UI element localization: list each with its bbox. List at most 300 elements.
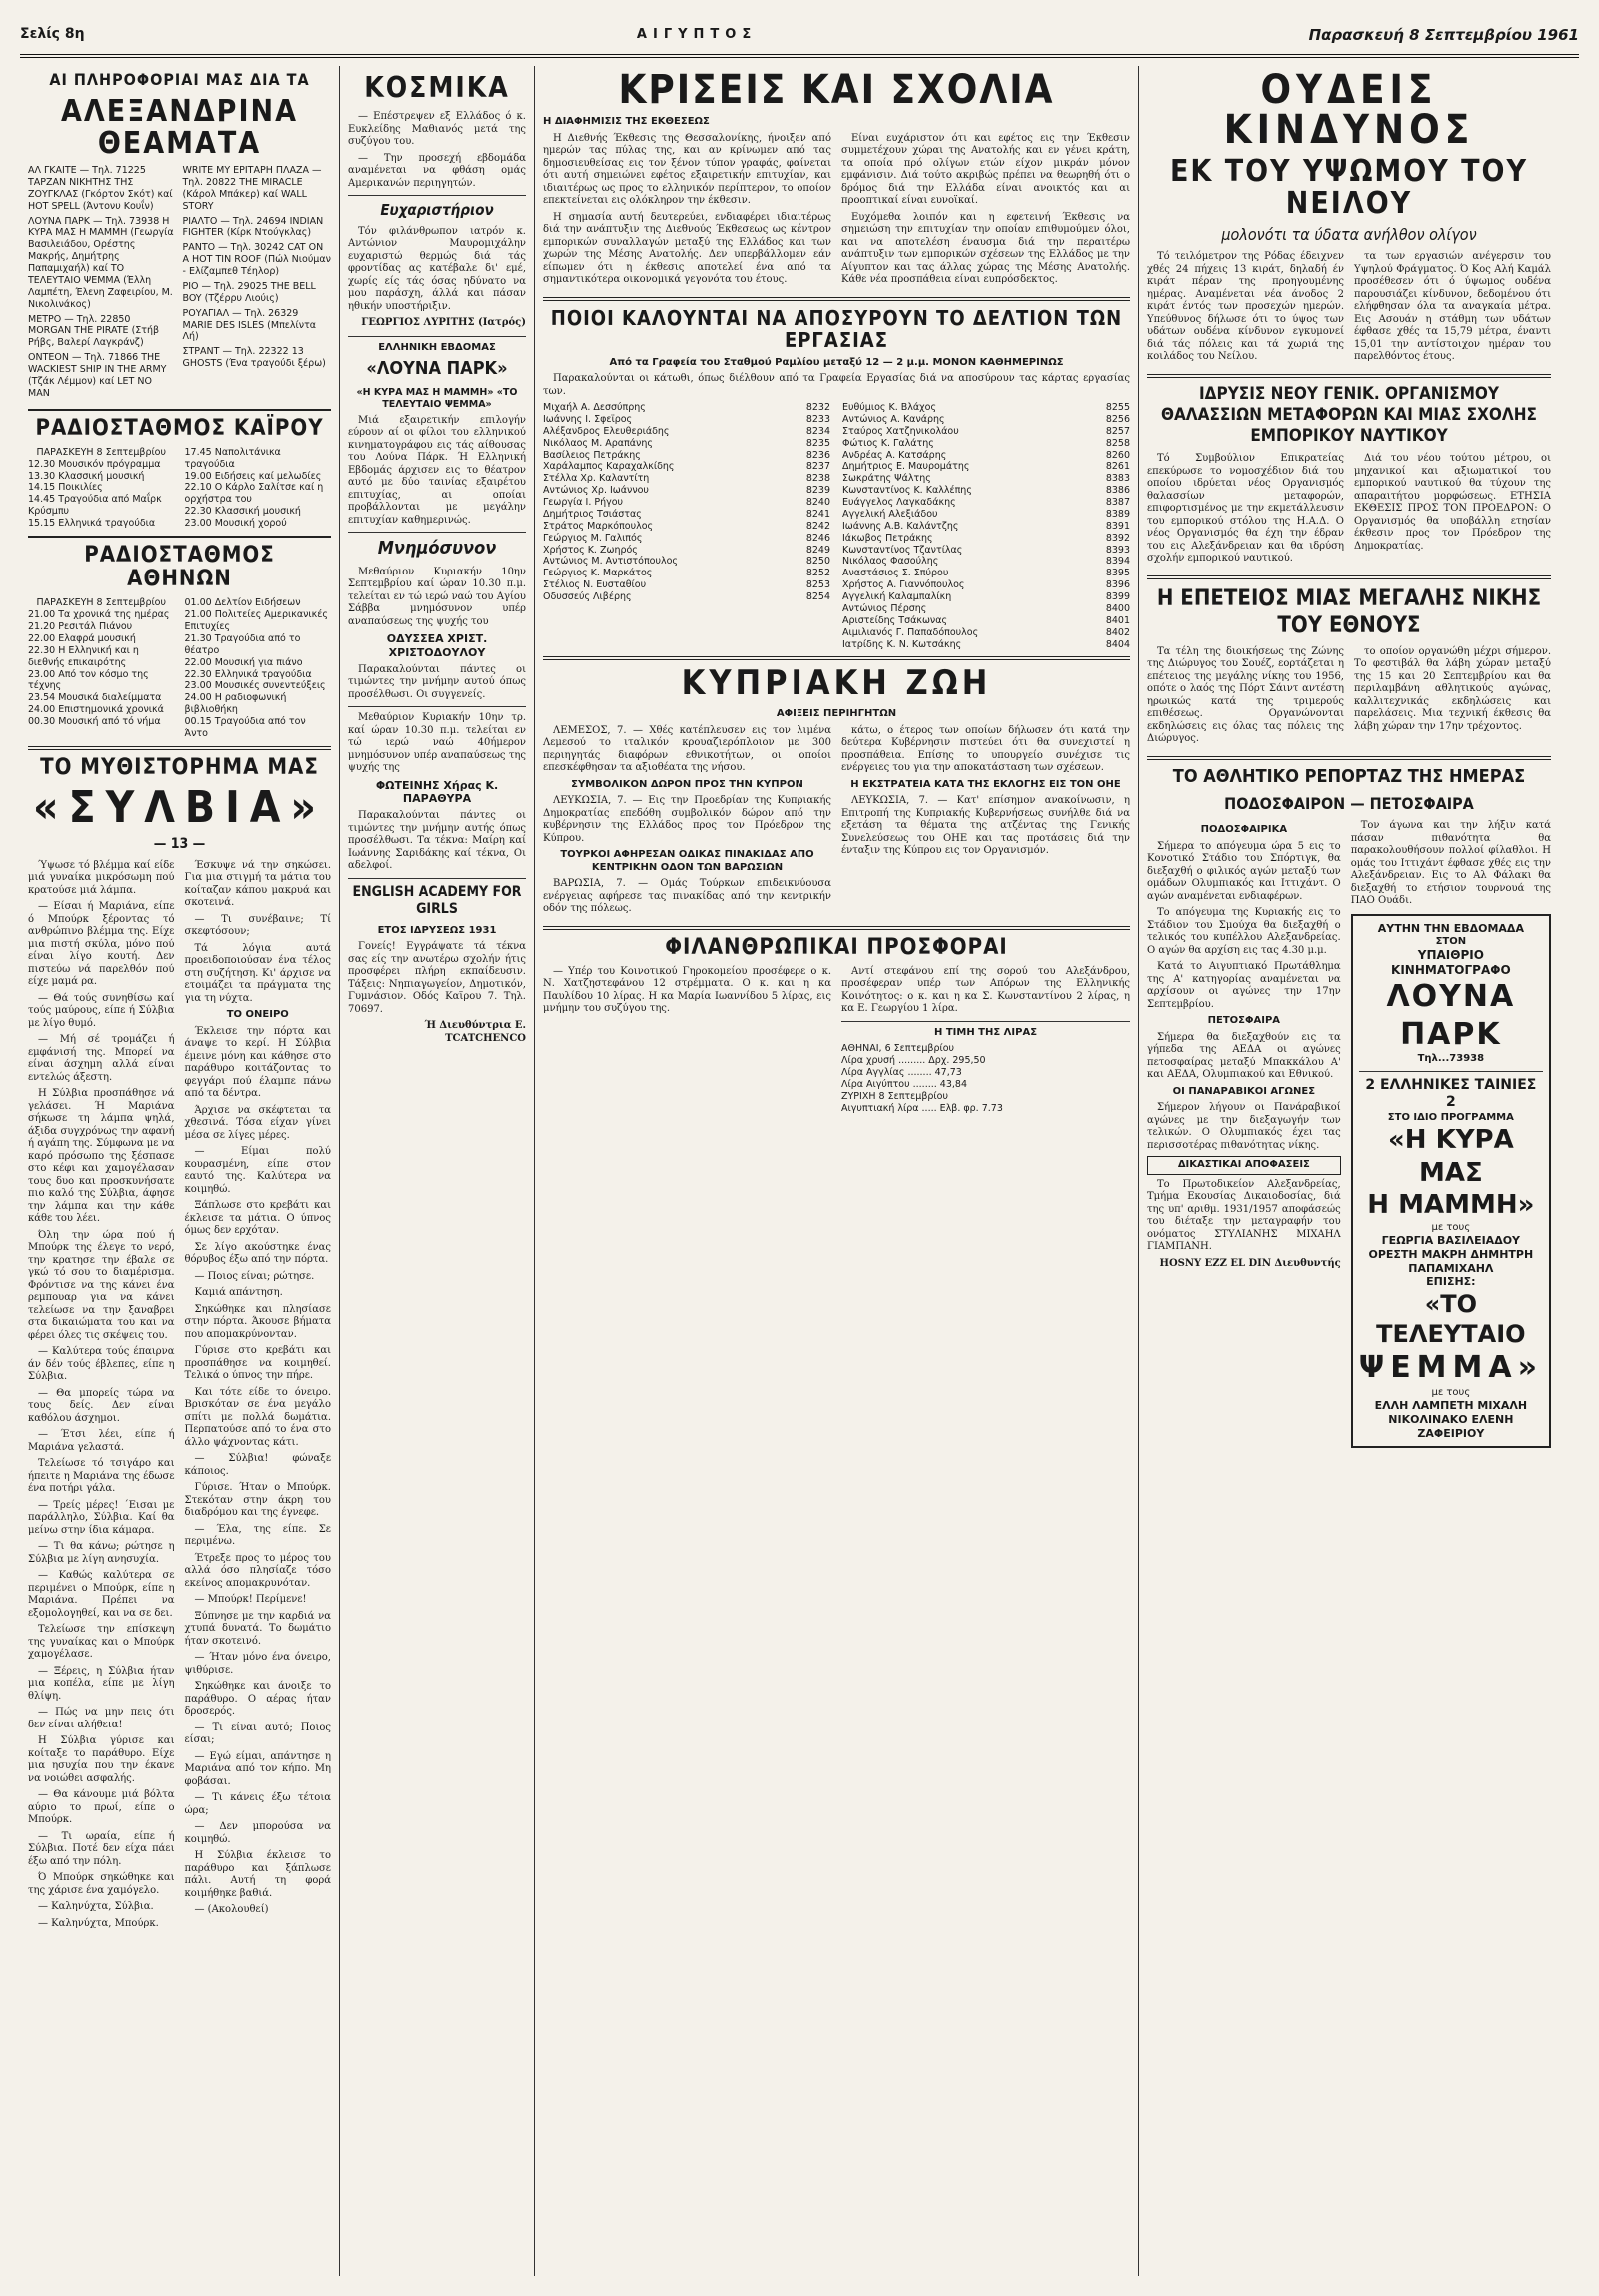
worker-row xyxy=(842,461,1130,473)
thanks-body: Τόν φιλάνθρωπον ιατρόν κ. Αντώνιον Μαυρομιχάλην ευχαριστώ θερμώς διά τάς φροντίδας ας κατέβαλε δι' εμέ, χωρίς είς τάς όσας ηδύνατο να μου παράσχη, άλλά και πάσαν ηθικήν υποστήριξιν. xyxy=(348,225,526,312)
ad-also: ΕΠΙΣΗΣ: xyxy=(1426,1275,1476,1289)
worker-number: 8396 xyxy=(1105,579,1130,591)
radio-date: ΠΑΡΑΣΚΕΥΗ 8 Σεπτεμβρίου xyxy=(36,597,166,609)
kosmika-title: ΚΟΣΜΙΚΑ xyxy=(364,71,510,104)
charity-title: ΦΙΛΑΝΘΡΩΠΙΚΑΙ ΠΡΟΣΦΟΡΑΙ xyxy=(665,934,1008,960)
novel-paragraph: — (Ακολουθεί) xyxy=(194,1904,269,1915)
worker-row xyxy=(543,568,830,579)
radio-slot: 21.30 Τραγούδια από το θέατρο xyxy=(184,632,301,656)
novel-paragraph: Άρχισε να σκέφτεται τα χθεσινά. Τόσα είχαν γίνει μέσα σε λίγες μέρες. xyxy=(184,1104,331,1141)
worker-number: 8240 xyxy=(805,497,830,508)
novel-paragraph: — Θα κάνουμε μιά βόλτα αύριο το πρωί, είπε ο Μπούρκ. xyxy=(28,1789,175,1825)
worker-number: 8255 xyxy=(1105,402,1130,413)
novel-paragraph: — Καληνύχτα, Μπούρκ. xyxy=(38,1917,159,1929)
issue-date: Παρασκευή 8 Σεπτεμβρίου 1961 xyxy=(1308,25,1579,44)
cyprus-paragraph: ΛΕΥΚΩΣΙΑ, 7. — Κατ' επίσημον ανακοίνωσιν, η Επιτροπή της Κυπριακής Κυβερνήσεως συνήλθε διά να εξετάση τα θέματα της ατζέντας της Γενικής Συνελεύσεως του ΟΗΕ και τας προτάσεις διά την ένταξιν της Κύπρου εις τον Οργανισμόν. xyxy=(841,795,1130,857)
greek-week-films: «Η ΚΥΡΑ ΜΑΣ Η ΜΑΜΜΗ» «ΤΟ ΤΕΛΕΥΤΑΙΟ ΨΕΜΜΑ» xyxy=(356,386,518,410)
worker-number: 8232 xyxy=(805,402,830,413)
column-2 xyxy=(340,66,535,2276)
worker-name: Στράτος Μαρκόπουλος xyxy=(543,520,654,532)
worker-row xyxy=(543,473,830,485)
novel-paragraph: — Μή σέ τρομάζει ή εμφάνισή της. Μπορεί να είναι άσχημη αλλά είναι εντελώς άξεστη. xyxy=(28,1034,175,1083)
worker-row xyxy=(842,497,1130,509)
workers-notice-sub: Από τα Γραφεία του Σταθμού Ραμλίου μεταξύ 12 — 2 μ.μ. ΜΟΝΟΝ ΚΑΘΗΜΕΡΙΝΩΣ xyxy=(609,356,1064,368)
deceased-name: ΦΩΤΕΙΝΗΣ Χήρας Κ. ΠΑΡΑΘΥΡΑ xyxy=(375,778,499,806)
cyprus-sub: ΑΦΙΞΕΙΣ ΠΕΡΙΗΓΗΤΩΝ xyxy=(776,708,897,720)
worker-row xyxy=(842,533,1130,545)
theatre-item: WRITE MY ΕΡΙΤΑΡΗ ΠΛΑΖΑ — Τηλ. 20822 THE MIRACLE (Κάρολ Μπάκερ) καί WALL STORY xyxy=(182,165,322,212)
radio-slot: 23.00 Μουσικές συνεντεύξεις xyxy=(184,680,326,692)
worker-name: Γεωργία Ι. Ρήγου xyxy=(543,497,624,508)
novel-paragraph: Όλη την ώρα πού ή Μπούρκ της έλεγε το νερό, την κρατησε την έβαλε σε γκώ τό σου το διαμέρισμα. Φρόντισε να της κάνει ένα ρεμπουαρ για να κάνει τελείωσε να την ξαναβρει στα δικαιώματα του και να φέρει όλες τις σκέψεις του. xyxy=(28,1229,175,1341)
worker-row xyxy=(543,591,830,603)
worker-number: 8235 xyxy=(805,437,830,449)
worker-number: 8250 xyxy=(805,556,830,568)
novel-paragraph: Η Σύλβια γύρισε και κοίταξε το παράθυρο. Είχε μια ησυχία που την έκανε να νοιώθει ασφαλής. xyxy=(28,1735,175,1784)
thanks-title: Ευχαριστήριον xyxy=(380,201,494,219)
radio-slot: 12.30 Μουσικόν πρόγραμμα xyxy=(28,458,161,470)
radio-slot: 22.10 Ο Κάρλο Σαλίτσε καί η ορχήστρα του xyxy=(184,482,324,506)
novel-paragraph: — Είσαι ή Μαριάνα, είπε ό Μπούρκ ξέροντας τό ανθρώπινο βλέμμα της. Είχε μια πιστή σκύλα, μόνο πού είναι λίγο κουτή. Δεν πιστεύω νά παρελθόν πού είχε μαμά ρα. xyxy=(28,901,175,987)
worker-name: Αιμιλιανός Γ. Παπαδόπουλος xyxy=(842,626,979,638)
worker-row xyxy=(842,521,1130,533)
football-heading: ΠΟΔΟΣΦΑΙΡΙΚΑ xyxy=(1200,824,1288,836)
deceased-name: ΟΔΥΣΣΕΑ ΧΡΙΣΤ. ΧΡΙΣΤΟΔΟΥΛΟΥ xyxy=(386,632,488,659)
sports-paragraph: Τον άγωνα και την λήξιν κατά πάσαν πιθανότητα θα παρακολουθήσουν πολλοί φίλαθλοι. Η ομάς του Ιττιχάντ έφθασε χθές εις την Αλεξάνδρειαν. Εις το Αλ Φάλακι θα διεξαχθή το ετήσιον τουρνουά της ΠΑΟ Ουάδι. xyxy=(1350,820,1551,907)
radio-cairo-schedule xyxy=(28,447,331,530)
theatre-list-right xyxy=(183,165,332,403)
novel-paragraph: — Καληνύχτα, Σύλβια. xyxy=(38,1901,154,1912)
theatre-item: ΡΙΑΛΤΟ — Τηλ. 24694 INDIAN FIGHTER (Κίρκ Ντούγκλας) xyxy=(182,215,324,239)
ad-phone: Τηλ...73938 xyxy=(1417,1053,1485,1064)
worker-row xyxy=(543,426,830,438)
worker-number: 8394 xyxy=(1105,556,1130,568)
novel-paragraph: — Τι κάνεις έξω τέτοια ώρα; xyxy=(184,1792,331,1816)
worker-row xyxy=(543,545,830,557)
nile-paragraph: Τό τειλόμετρον της Ρόδας έδειχνεν χθές 24 πήχεις 13 κιράτ, δηλαδή έν κιράτ πέραν της προηγουμένης ημέρας. Αναμένεται νέα άνοδος 2 κιράτ έντός των προσεχών ημερών. Υπεύθυνος δήλωσε ότι το ύψος των υδάτων ουδένα κίνδυνον εγκυμονεί διά τάς πόλεις και τά χωριά της κοιλάδος του Νείλου. xyxy=(1147,251,1344,362)
workers-notice-title: ΠΟΙΟΙ ΚΑΛΟΥΝΤΑΙ ΝΑ ΑΠΟΣΥΡΟΥΝ ΤΟ ΔΕΛΤΙΟΝ ΤΩΝ ΕΡΓΑΣΙΑΣ xyxy=(550,305,1123,352)
worker-row xyxy=(543,461,830,473)
worker-name: Ευθύμιος Κ. Βλάχος xyxy=(842,402,937,413)
cyprus-body xyxy=(543,725,1130,920)
novel-paragraph: — Ξέρεις, η Σύλβια ήταν μια κοπέλα, είπε με λίγη θλίψη. xyxy=(28,1665,175,1702)
radio-slot: 13.30 Κλασσική μουσική xyxy=(28,470,145,482)
novel-paragraph: Έτρεξε προς το μέρος του αλλά όσο πλησίαζε τόσο εκείνος απομακρυνόταν. xyxy=(184,1552,331,1589)
worker-number: 8383 xyxy=(1105,473,1130,485)
worker-name: Αλέξανδρος Ελευθεριάδης xyxy=(543,425,670,437)
worker-number: 8258 xyxy=(1105,437,1130,449)
worker-number: 8261 xyxy=(1105,461,1130,473)
memorial-tail: Παρακαλούνται πάντες οι τιμώντες την μνήμην αυτού όπως προσέλθωσι. Οι συγγενείς. xyxy=(348,663,526,700)
novel-paragraph: Γύρισε. Ήταν ο Μπούρκ. Στεκόταν στην άκρη του διαδρόμου και της έγνεφε. xyxy=(184,1482,331,1518)
radio-athens-schedule xyxy=(28,597,331,740)
page-number: Σελίς 8η xyxy=(20,26,85,43)
worker-name: Βασίλειος Πετράκης xyxy=(543,449,641,461)
radio-slot: 01.00 Δελτίον Ειδήσεων xyxy=(184,597,301,609)
kosmika-item: — Την προσεχή εβδομάδα αναμένεται να φθάση ομάς Αμερικανών περιηγητών. xyxy=(348,152,526,189)
charity-body xyxy=(543,966,1130,1115)
worker-name: Ιάκωβος Πετράκης xyxy=(842,532,933,544)
cyprus-paragraph: ΛΕΜΕΣΟΣ, 7. — Χθές κατέπλευσεν εις τον λιμένα Λεμεσού το ιταλικόν κρουαζιερόπλοιον με 300 περιηγητάς διαφόρων εθνικοτήτων, οι οποίοι επεσκέφθησαν τα αξιοθέατα της νήσου. xyxy=(543,724,831,774)
theatre-item: ΣΤΡΑΝΤ — Τηλ. 22322 13 GHOSTS (Ένα τραγούδι ξέρω) xyxy=(182,346,326,370)
novel-paragraph: — Ποιος είναι; ρώτησε. xyxy=(194,1270,315,1282)
worker-row xyxy=(842,591,1130,603)
sports-body xyxy=(1147,820,1551,1454)
worker-name: Ανδρέας Α. Κατσάρης xyxy=(842,449,947,461)
worker-number: 8401 xyxy=(1105,614,1130,626)
cyprus-subhead: ΤΟΥΡΚΟΙ ΑΦΗΡΕΣΑΝ ΟΔΙΚΑΣ ΠΙΝΑΚΙΔΑΣ ΑΠΟ ΚΕΝΤΡΙΚΗΝ ΟΔΟΝ ΤΩΝ ΒΑΡΩΣΙΩΝ xyxy=(560,849,814,873)
radio-slot: 21.00 Πολιτείες Αμερικανικές Επιτυχίες xyxy=(184,609,328,633)
worker-number: 8233 xyxy=(805,413,830,425)
column-1 xyxy=(20,66,340,2276)
memorial-body: Μεθαύριον Κυριακήν 10ην Σεπτεμβρίου καί ώραν 10.30 π.μ. τελείται εν τώ ιερώ ναώ του Αγίου Σάββα μνημόσυνον υπέρ αναπαύσεως της ψυχής του xyxy=(348,566,526,627)
worker-row xyxy=(543,497,830,509)
worker-name: Χρήστος Κ. Ζωηρός xyxy=(543,544,638,556)
radio-slot: 24.00 Επιστημονικά χρονικά xyxy=(28,704,164,716)
ad-with: με τους xyxy=(1431,1386,1471,1398)
worker-row xyxy=(543,556,830,568)
novel-left-column xyxy=(28,860,175,1935)
worker-name: Κωνσταντίνος Τζαντίλας xyxy=(842,544,963,556)
worker-number: 8387 xyxy=(1105,497,1130,508)
worker-row xyxy=(842,402,1130,414)
cinema-advert xyxy=(1351,914,1551,1449)
novel-paragraph: — Τι είναι αυτό; Ποιος είσαι; xyxy=(184,1722,331,1745)
worker-name: Γεώργιος Μ. Γαλιπός xyxy=(543,532,643,544)
memorial-title: Μνημόσυνον xyxy=(377,538,497,559)
novel-chapter-number: — 13 — xyxy=(153,836,206,852)
ad-film-2: «ΤΟ ΤΕΛΕΥΤΑΙΟ xyxy=(1376,1290,1526,1348)
kriseis-body xyxy=(543,133,1130,291)
worker-number: 8389 xyxy=(1105,508,1130,520)
novel-paragraph: — Τι συνέβαινε; Τί σκεφτόσουν; xyxy=(184,913,331,937)
radio-slot: 22.00 Μουσική για πιάνο xyxy=(184,656,303,668)
worker-row xyxy=(842,639,1130,651)
kriseis-title: ΚΡΙΣΕΙΣ ΚΑΙ ΣΧΟΛΙΑ xyxy=(618,67,1055,113)
worker-number: 8400 xyxy=(1105,602,1130,614)
worker-number: 8257 xyxy=(1105,425,1130,437)
sports-paragraph: Το Πρωτοδικείον Αλεξανδρείας, Τμήμα Εκουσίας Δικαιοδοσίας, διά της υπ' αριθμ. 1931/1957 αποφάσεώς του διέταξε την μεταγραφήν του ονόματος ΣΤΥΛΙΑΝΗΣ ΜΙΧΑΗΛ ΓΙΑΜΠΑΝΗ. xyxy=(1147,1178,1341,1253)
ad-with: με τους xyxy=(1431,1221,1471,1233)
novel-paragraph: — Καλύτερα τούς έπαιρνα άν δέν τούς έβλεπες, είπε η Σύλβια. xyxy=(28,1346,175,1382)
theatre-item: ΛΟΥΝΑ ΠΑΡΚ — Τηλ. 73938 Η ΚΥΡΑ ΜΑΣ Η ΜΑΜΜΗ (Γεωργία Βασιλειάδου, Ορέστης Μακρής, Δημήτρης Παπαμιχαήλ) καί ΤΟ ΤΕΛΕΥΤΑΙΟ ΨΕΜΜΑ (Έλλη Λαμπέτη, Έλενη Ζαφειρίου, Μ. Νικολινάκος) xyxy=(28,215,174,310)
novel-paragraph: — Έλα, της είπε. Σε περιμένω. xyxy=(184,1523,331,1547)
ad-line: ΣΤΟΝ xyxy=(1435,935,1467,947)
novel-paragraph: — Σύλβια! φώναξε κάποιος. xyxy=(184,1453,331,1477)
greek-week-body: Μιά εξαιρετικήν επιλογήν εύρουν αί οι φίλοι του ελληνικού κινηματογράφου εις τάς αίθουσας του Λούνα Πάρκ. Ή Ελληνική Εβδομάς άρχισεν εις το θέατρον αυτό με δύο ταινίας εξαιρέτου επιτυχίας, αι οποίαι προβάλλονται με μεγάλην επιτυχίαν καθημερινώς. xyxy=(348,414,526,526)
ad-line: ΥΠΑΙΘΡΙΟ ΚΙΝΗΜΑΤΟΓΡΑΦΟ xyxy=(1391,948,1511,977)
radio-date: ΠΑΡΑΣΚΕΥΗ 8 Σεπτεμβρίου xyxy=(36,446,166,458)
sports-paragraph: Το απόγευμα της Κυριακής εις το Στάδιον του Σμούχα θα διεξαχθή ο τελικός του κυπέλλου Αλεξανδρείας. Ο αγών θα αρχίση εις τας 4.30 μ.μ. xyxy=(1147,907,1341,956)
nile-subtitle: μολονότι τα ύδατα ανήλθον ολίγον xyxy=(1221,225,1477,244)
cyprus-title: ΚΥΠΡΙΑΚΗ ΖΩΗ xyxy=(681,663,992,704)
sports-subhead: ΠΕΤΟΣΦΑΙΡΑ xyxy=(1207,1015,1281,1027)
worker-row xyxy=(842,579,1130,591)
gold-price-line: Λίρα Αιγύπτου ........ 43,84 xyxy=(841,1078,968,1090)
worker-row xyxy=(543,402,830,414)
court-decisions-heading: ΔΙΚΑΣΤΙΚΑΙ ΑΠΟΦΑΣΕΙΣ xyxy=(1147,1156,1341,1175)
anniversary-title: Η ΕΠΕΤΕΙΟΣ ΜΙΑΣ ΜΕΓΑΛΗΣ ΝΙΚΗΣ ΤΟΥ ΕΘΝΟΥΣ xyxy=(1156,585,1542,639)
worker-row xyxy=(842,473,1130,485)
worker-name: Αντώνιος Μ. Αντιστόπουλος xyxy=(543,556,678,568)
worker-row xyxy=(842,545,1130,557)
worker-name: Χρήστος Α. Γιαννόπουλος xyxy=(842,579,965,591)
worker-name: Αντώνιος Α. Κανάρης xyxy=(842,413,945,425)
worker-number: 8402 xyxy=(1105,626,1130,638)
radio-slot: 17.45 Ναπολιτάνικα τραγούδια xyxy=(184,446,281,470)
worker-name: Κωνσταντίνος Κ. Καλλέπης xyxy=(842,485,972,497)
worker-number: 8399 xyxy=(1105,591,1130,602)
novel-paragraph: — Θά τούς συνηθίσω καί τούς μαύρους, είπε ή Σύλβια με λίγο θυμό. xyxy=(28,992,175,1029)
memorial-tail: Παρακαλούνται πάντες οι τιμώντες την μνήμην αυτής όπως προσέλθωσι. Τα τέκνα: Μαίρη καί Ιωάννης Σαριδάκης καί τέκνα, Οι αδελφοί. xyxy=(348,810,526,871)
worker-name: Αναστάσιος Σ. Σπύρου xyxy=(842,568,949,579)
radio-cairo-title: ΡΑΔΙΟΣΤΑΘΜΟΣ ΚΑΪΡΟΥ xyxy=(35,415,324,441)
worker-name: Δημήτριος Ε. Μαυρομάτης xyxy=(842,461,970,473)
worker-row xyxy=(543,485,830,497)
novel-paragraph: Σηκώθηκε και πλησίασε στην πόρτα. Άκουσε βήματα που απομακρύνονταν. xyxy=(184,1303,331,1340)
column-5 xyxy=(1139,66,1559,2276)
worker-number: 8256 xyxy=(1105,413,1130,425)
cyprus-paragraph: κάτω, ο έτερος των οποίων δήλωσεν ότι κατά την δεύτερα Κυβέρνησιν πιστεύει ότι θα συνεχιστεί η προσπάθεια. Επίσης το υπουργείο συνέχισε τις ενέργειες του για την αποκατάσταση των σχέσεων. xyxy=(841,724,1130,774)
radio-slot: 24.00 Η ραδιοφωνική βιβλιοθήκη xyxy=(184,692,287,716)
worker-number: 8234 xyxy=(805,425,830,437)
novel-paragraph: Γύρισε στο κρεβάτι και προσπάθησε να κοιμηθεί. Τελικά ο ύπνος την πήρε. xyxy=(184,1345,331,1381)
sports-paragraph: Σήμερα το απόγευμα ώρα 5 εις το Κονοτικό Στάδιο του Σπόρτιγκ, θα διεξαχθή ο φιλικός αγών μεταξύ των ομάδων Ολυμπιακός και Ιττιχάντ. Ο αγών αναμένεται ενδιαφέρων. xyxy=(1147,840,1341,902)
worker-row xyxy=(842,556,1130,568)
worker-name: Γεώργιος Κ. Μαρκάτος xyxy=(543,568,653,579)
worker-name: Αντώνιος Πέρσης xyxy=(842,602,927,614)
kriseis-paragraph: Η σημασία αυτή δευτερεύει, ενδιαφέρει ιδιαιτέρως διά την ανάπτυξιν της Διεθνούς Έκθεσεως ως κέντρον εμπορικών συναλλαγών μεταξύ της Ελλάδος και των χωρών της Μέσης Ανατολής. Δεν υπερβάλλομεν εάν είπωμεν ότι η έκθεσις αποτελεί ένα από τα σημαντικότερα οικονομικά γεγονότα του έτους. xyxy=(543,211,831,285)
theatre-item: ΡΙΟ — Τηλ. 29025 THE BELL BOY (Τζέρρυ Λιούις) xyxy=(182,280,316,304)
novel-paragraph: Έκλεισε την πόρτα και άναψε το κερί. Η Σύλβια έμεινε μόνη και κάθησε στο παράθυρο κοιτάζοντας το φεγγάρι πού έλαμπε πάνω από τα δέντρα. xyxy=(184,1025,331,1099)
worker-row xyxy=(543,579,830,591)
worker-row xyxy=(543,509,830,521)
worker-name: Αριστείδης Τσάκωνας xyxy=(842,614,948,626)
sports-title: ΤΟ ΑΘΛΗΤΙΚΟ ΡΕΠΟΡΤΑΖ ΤΗΣ ΗΜΕΡΑΣ xyxy=(1172,765,1526,787)
novel-paragraph: Ξύπνησε με την καρδιά να χτυπά δυνατά. Το δωμάτιο ήταν σκοτεινό. xyxy=(184,1610,331,1647)
novel-paragraph: Τελείωσε την επίσκεψη της γυναίκας και ο Μπούρκ χαμογέλασε. xyxy=(28,1624,175,1660)
radio-slot: 00.15 Τραγούδια από τον Άντο xyxy=(184,716,306,739)
worker-row xyxy=(842,485,1130,497)
worker-number: 8254 xyxy=(805,591,830,602)
novel-paragraph: — Τι θα κάνω; ρώτησε η Σύλβια με λίγη ανησυχία. xyxy=(28,1541,175,1565)
worker-row xyxy=(842,627,1130,639)
workers-list xyxy=(543,402,1130,650)
worker-name: Οδυσσεύς Λιβέρης xyxy=(543,591,632,602)
novel-paragraph: — Τρείς μέρες! ΄Εισαι με παράλληλο, Σύλβια. Καί θα μείνω στην ίδια κάμαρα. xyxy=(28,1499,175,1536)
novel-paragraph: Τά λόγια αυτά προειδοποιούσαν ένα τέλος στη συζήτηση. Κι' άρχισε να ετοιμάζει τα πράγματα της για τη νύχτα. xyxy=(184,942,331,1004)
cyprus-paragraph: ΛΕΥΚΩΣΙΑ, 7. — Εις την Προεδρίαν της Κυπριακής Δημοκρατίας επεδόθη συμβολικόν δώρον από την κυβέρνησιν της Ελλάδος προς τον Πρόεδρον της Κύπρου. xyxy=(543,795,831,844)
worker-row xyxy=(842,568,1130,579)
ad-film-2b: ΨΕΜΜΑ» xyxy=(1358,1350,1543,1385)
worker-number: 8241 xyxy=(805,508,830,520)
ad-cast-1: ΓΕΩΡΓΙΑ ΒΑΣΙΛΕΙΑΔΟΥ ΟΡΕΣΤΗ ΜΑΚΡΗ ΔΗΜΗΤΡΗ ΠΑΠΑΜΙΧΑΗΛ xyxy=(1368,1234,1534,1275)
kriseis-paragraph: Ευχόμεθα λοιπόν και η εφετεινή Έκθεσις να σημειώση την επιτυχίαν την οποίαν επιθυμούμεν όλοι, και να αποτελέση έναυσμα διά την περαιτέρω ανάπτυξιν των εμπορικών σχέσεων της Ελλάδος με την Αίγυπτον και τας άλλας χώρας της Μέσης Ανατολής. Κάθε νέα προσπάθεια είναι ευπρόσδεκτος. xyxy=(841,211,1130,285)
nile-title: ΟΥΔΕΙΣ ΚΙΝΔΥΝΟΣ xyxy=(1223,67,1475,153)
radio-slot: 22.00 Ελαφρά μουσική xyxy=(28,632,136,644)
theatres-title-top: ΑΙ ΠΛΗΡΟΦΟΡΙΑΙ ΜΑΣ ΔΙΑ ΤΑ xyxy=(49,70,310,89)
anniversary-paragraph: το οποίον οργανώθη μέχρι σήμερον. Το φεστιβάλ θα λάβη χώραν μεταξύ της 15 και 20 Σεπτεμβρίου και θα περιλαμβάνη αθλητικούς αγώνας, καλλιτεχνικάς εκδηλώσεις και παρελάσεις. Μια τεχνική έκθεσις θα λάβη χώραν την 17ην τρέχοντος. xyxy=(1354,645,1551,732)
radio-slot: 21.00 Τα χρονικά της ημέρας xyxy=(28,609,170,621)
novel-paragraph: — Εγώ είμαι, απάντησε η Μαριάνα από τον κήπο. Μη φοβάσαι. xyxy=(184,1750,331,1787)
worker-name: Αγγελική Αλεξιάδου xyxy=(842,508,938,520)
radio-slot: 22.30 Ελληνικά τραγούδια xyxy=(184,668,312,680)
sports-paragraph: Κατά το Αιγυπτιακό Πρωτάθλημα της Α' κατηγορίας αναμένεται να αρχίσουν οι αγώνες την 17ην Σεπτεμβρίου. xyxy=(1147,961,1341,1010)
kriseis-paragraph: Είναι ευχάριστον ότι και εφέτος εις την Έκθεσιν συμμετέχουν χώραι της Ανατολής και εν γένει κράτη, τα οποία πρό ολίγων ετών είχον μικράν μόνον εμφάνισιν. Διά τούτο ακριβώς πρέπει να θεωρηθή ότι ο δρόμος διά την Ελλάδα είναι ανοικτός και αι προοπτικαί είναι ευνοϊκαί. xyxy=(841,132,1130,206)
worker-row xyxy=(842,426,1130,438)
novel-right-column xyxy=(185,860,332,1935)
worker-name: Στέλιος Ν. Ευσταθίου xyxy=(543,579,647,591)
worker-name: Ιωάννης Α.Β. Καλάντζης xyxy=(842,520,959,532)
sports-subtitle: ΠΟΔΟΣΦΑΙΡΟΝ — ΠΕΤΟΣΦΑΙΡΑ xyxy=(1224,794,1474,814)
workers-list-right xyxy=(842,402,1130,650)
cyprus-subhead: ΣΥΜΒΟΛΙΚΟΝ ΔΩΡΟΝ ΠΡΟΣ ΤΗΝ ΚΥΠΡΟΝ xyxy=(571,778,803,790)
gold-price-line: ΑΘΗΝΑΙ, 6 Σεπτεμβρίου xyxy=(841,1043,955,1055)
theatre-list-left xyxy=(28,165,177,403)
radio-slot: 14.45 Τραγούδια από Μαΐρκ Κρύσμπυ xyxy=(28,494,162,518)
radio-athens-title: ΡΑΔΙΟΣΤΑΘΜΟΣ ΑΘΗΝΩΝ xyxy=(84,542,275,592)
organisation-paragraph: Τό Συμβούλιον Επικρατείας επεκύρωσε το νομοσχέδιον διά του οποίου ιδρύεται νέος Οργανισμός θαλασσίων μεταφορών, επιφορτισμένος με την εκμετάλλευσιν του εμπορικού στόλου της Η.Α.Δ. Ο νέος Οργανισμός θα έχη την έδραν του εις Αλεξάνδρειαν και θα ιδρύση σχολήν εμπορικού ναυτικού. xyxy=(1147,453,1344,565)
novel-paragraph: — Τι ωραία, είπε ή Σύλβια. Ποτέ δεν είχα πάει έξω από την πόλη. xyxy=(28,1830,175,1867)
radio-slot: 23.00 Από τον κόσμο της τέχνης xyxy=(28,668,149,692)
organisation-body xyxy=(1147,453,1551,570)
worker-name: Αγγελική Καλαμπαλίκη xyxy=(842,591,952,602)
gold-price-title: Η ΤΙΜΗ ΤΗΣ ΛΙΡΑΣ xyxy=(933,1026,1038,1038)
novel-paragraph: — Μπούρκ! Περίμενε! xyxy=(194,1594,307,1605)
sports-paragraph: Σήμερον λήγουν οι Πανάραβικοί αγώνες με την διεξαγωγήν των τελικών. Ο Ολυμπιακός έχει τας περισσοτέρας πιθανότητας νίκης. xyxy=(1147,1102,1341,1151)
worker-row xyxy=(842,438,1130,450)
worker-number: 8238 xyxy=(805,473,830,485)
gold-price-line: Αιγυπτιακή λίρα ..... Ελβ. φρ. 7.73 xyxy=(841,1102,1003,1114)
column-3-4 xyxy=(535,66,1139,2276)
novel-paragraph: Έσκυψε νά την σηκώσει. Για μια στιγμή τα μάτια του κοίταζαν κάπου μακρυά και σκοτεινά. xyxy=(184,859,331,908)
theatre-item: ΟΝΤΕΟΝ — Τηλ. 71866 THE WACKIEST SHIP IN THE ARMY (Τζάκ Λέμμον) καί LET NO MAN xyxy=(28,352,167,399)
radio-slot: 00.30 Μουσική από τό νήμα xyxy=(28,716,161,728)
worker-name: Ιωάννης Ι. Σφεϊρος xyxy=(543,413,633,425)
organisation-paragraph: Διά του νέου τούτου μέτρου, οι μηχανικοί και αξιωματικοί του εμπορικού ναυτικού θα τύχουν της απαραιτήτου μορφώσεως. ΕΤΗΣΙΑ ΕΚΘΕΣΙΣ ΠΡΟΣ ΤΟΝ ΠΡΟΕΔΡΟΝ: Ο Οργανισμός θα υποβάλλη ετησίαν έκθεσιν προς τον Πρόεδρον της Δημοκρατίας. xyxy=(1354,453,1551,552)
worker-number: 8391 xyxy=(1105,520,1130,532)
anniversary-paragraph: Τα τέλη της διοικήσεως της Ζώνης της Διώρυγος του Σουέζ, εορτάζεται η επέτειος της μεγάλης νίκης του 1956, οπότε ο λαός της Πόρτ Σάιντ αντέστη ηρωικώς κατά της τριμερούς επιθέσεως. Οργανώνονται εκδηλώσεις εις όλας τας πόλεις της Διώρυγος. xyxy=(1147,645,1344,745)
ad-film-1: «Η ΚΥΡΑ ΜΑΣ xyxy=(1387,1125,1514,1188)
worker-name: Νικόλαος Μ. Αραπάνης xyxy=(543,437,653,449)
novel-paragraph: — Έτσι λέει, είπε ή Μαριάνα γελαστά. xyxy=(28,1429,175,1453)
organisation-title: ΙΔΡΥΣΙΣ ΝΕΟΥ ΓΕΝΙΚ. ΟΡΓΑΝΙΣΜΟΥ ΘΑΛΑΣΣΙΩΝ ΜΕΤΑΦΟΡΩΝ ΚΑΙ ΜΙΑΣ ΣΧΟΛΗΣ ΕΜΠΟΡΙΚΟΥ ΝΑΥΤΙΚΟΥ xyxy=(1160,383,1538,446)
worker-number: 8237 xyxy=(805,461,830,473)
novel-paragraph: — Δεν μπορούσα να κοιμηθώ. xyxy=(184,1821,331,1845)
school-ad-founded: ΕΤΟΣ ΙΔΡΥΣΕΩΣ 1931 xyxy=(377,924,497,936)
ad-two-films: 2 ΕΛΛΗΝΙΚΕΣ ΤΑΙΝΙΕΣ 2 xyxy=(1365,1076,1537,1110)
worker-number: 8260 xyxy=(1105,449,1130,461)
nile-paragraph: τα των εργασιών ανέγερσιν του Υψηλού Φράγματος. Ό Κος Αλή Καμάλ προσέθεσεν ότι ό ύψωμος ουδένα παρουσιάζει κίνδυνον, δεδομένου ότι ελήφθησαν όλα τα αναγκαία μέτρα. Εις Ασουάν η στάθμη των υδάτων έφθασε χθές τα 15,79 μέτρα, έναντι 15,01 την αντίστοιχον ημέραν του παρελθόντος έτους. xyxy=(1354,251,1551,362)
cyprus-subhead: Η ΕΚΣΤΡΑΤΕΙΑ ΚΑΤΑ ΤΗΣ ΕΚΛΟΓΗΣ ΕΙΣ ΤΟΝ ΟΗΕ xyxy=(850,778,1121,790)
thanks-signature: ΓΕΩΡΓΙΟΣ ΛΥΡΙΤΗΣ (Ιατρός) xyxy=(361,317,526,329)
worker-name: Νικόλαος Φασούλης xyxy=(842,556,939,568)
worker-name: Δημήτριος Τσιάστας xyxy=(543,508,642,520)
masthead xyxy=(20,16,1579,58)
gold-price-line: ΖΥΡΙΧΗ 8 Σεπτεμβρίου xyxy=(841,1090,948,1102)
anniversary-body xyxy=(1147,646,1551,750)
novel-paragraph: — Θα μπορείς τώρα να τους δείς. Δεν είναι καθόλου άσχημοι. xyxy=(28,1387,175,1424)
worker-number: 8236 xyxy=(805,449,830,461)
sports-subhead: ΟΙ ΠΑΝΑΡΑΒΙΚΟΙ ΑΓΩΝΕΣ xyxy=(1172,1085,1316,1097)
novel-paragraph: Τελείωσε τό τσιγάρο και ήπειτε η Μαριάνα της έδωσε ένα ποτήρι γάλα. xyxy=(28,1458,175,1494)
novel-paragraph: Ό Μπούρκ σηκώθηκε και της χάρισε ένα χαμόγελο. xyxy=(28,1872,175,1896)
novel-paragraph: Η Σύλβια προσπάθησε νά γελάσει. Ή Μαριάνα σήκωσε τη λάμπα ψηλά, άξιδα συγχρόνως την αφανή ή αγάπη της. Σύμφωνα με να καρό πρόσωπο της ξέσπασε στο κέφι και χαμογέλασαν τους δυο και προσκυνήσατε πιο καλό της Σύλβια, άφησε την λάμπα και την κάθε κάθε του λέει. xyxy=(28,1088,175,1224)
radio-slot: 19.00 Ειδήσεις καί μελωδίες xyxy=(184,470,322,482)
worker-row xyxy=(543,521,830,533)
radio-slot: 23.00 Μουσική χορού xyxy=(184,518,287,530)
theatres-title: ΑΛΕΞΑΝΔΡΙΝΑ ΘΕΑΜΑΤΑ xyxy=(61,94,298,161)
novel-paragraph: Η Σύλβια έκλεισε το παράθυρο και ξάπλωσε πάλι. Αυτή τη φορά κοιμήθηκε βαθιά. xyxy=(184,1850,331,1899)
school-ad-signature: Ή Διευθύντρια Ε. TCATCHENCO xyxy=(424,1020,526,1044)
radio-slot: 22.30 Κλασσική μουσική xyxy=(184,506,301,518)
worker-name: Στέλλα Χρ. Καλαντίτη xyxy=(543,473,650,485)
kosmika-item: — Επέστρεψεν εξ Ελλάδος ό κ. Ευκλείδης Μαθιανός μετά της συζύγου του. xyxy=(348,111,526,147)
worker-name: Χαράλαμπος Καραχαλκίδης xyxy=(543,461,675,473)
ad-line: ΣΤΟ ΙΔΙΟ ΠΡΟΓΡΑΜΜΑ xyxy=(1387,1111,1514,1123)
worker-number: 8393 xyxy=(1105,544,1130,556)
worker-row xyxy=(543,438,830,450)
workers-list-left xyxy=(543,402,830,650)
worker-row xyxy=(543,533,830,545)
workers-notice-intro: Παρακαλούνται οι κάτωθι, όπως διέλθουν από τα Γραφεία Εργασίας διά να αποσύρουν τας κάρτας εργασίας των. xyxy=(543,373,1130,397)
radio-slot: 15.15 Ελληνικά τραγούδια xyxy=(28,518,156,530)
nile-body xyxy=(1147,251,1551,368)
theatre-item: ΡΑΝΤΟ — Τηλ. 30242 CAT ON A HOT TIN ROOF (Πώλ Νιούμαν - Ελίζαμπεθ Τέηλορ) xyxy=(182,242,331,277)
cyprus-paragraph: ΒΑΡΩΣΙΑ, 7. — Ομάς Τούρκων επιδεικνύουσα ενέργειας αφήρεσε τας πινακίδας από την κεντρικήν οδόν της πόλεως. xyxy=(543,878,831,915)
school-ad-body: Γονείς! Εγγράψατε τά τέκνα σας είς την ανωτέρω σχολήν ήτις προσφέρει πλήρη εκπαίδευσιν. Τάξεις: Νηπιαγωγείον, Δημοτικόν, Γυμνάσιον. Οδός Καϊρου 7. Τηλ. 70697. xyxy=(348,941,526,1015)
worker-number: 8392 xyxy=(1105,532,1130,544)
novel-paragraph: — Καθώς καλύτερα σε περιμένει ο Μπούρκ, είπε η Μαριάνα. Πρέπει να εξομολογηθεί, και να σε δει. xyxy=(28,1570,175,1619)
radio-slot: 21.20 Ρεσιτάλ Πιάνου xyxy=(28,621,133,633)
radio-slot: 23.54 Μουσικά διαλείμματα xyxy=(28,692,162,704)
columns xyxy=(20,66,1579,2276)
worker-number: 8249 xyxy=(805,544,830,556)
worker-number: 8239 xyxy=(805,485,830,497)
worker-name: Μιχαήλ Α. Δεσσύπρης xyxy=(543,402,646,413)
worker-name: Σωκράτης Ψάλτης xyxy=(842,473,931,485)
nile-title-2: ΕΚ ΤΟΥ ΥΨΩΜΟΥ ΤΟΥ ΝΕΙΛΟΥ xyxy=(1169,154,1529,221)
worker-number: 8253 xyxy=(805,579,830,591)
novel-title: «ΣΥΛΒΙΑ» xyxy=(33,782,326,833)
memorial-body: Μεθαύριον Κυριακήν 10ην τρ. καί ώραν 10.30 π.μ. τελείται εν τώ ιερώ ναώ 40ήμερον μνημόσυνον υπέρ αναπαύσεως της ψυχής της xyxy=(348,712,526,773)
sports-paragraph: Σήμερα θα διεξαχθούν εις τα γήπεδα της ΑΕΔΑ οι αγώνες πετοσφαίρας μεταξύ Μπακκάλου Α' και ΑΕΔΑ, Ολυμπιακού και Εθνικού. xyxy=(1147,1031,1341,1081)
charity-paragraph: Αντί στεφάνου επί της σορού του Αλεξάνδρου, προσέφεραν υπέρ των Απόρων της Ελληνικής Κοινότητος: ο κ. και η κα Σ. Κωνσταντίνου 2 λίρας, η κα Ε. Γεωργίου 1 λίρα. xyxy=(841,965,1130,1015)
gold-price-line: Λίρα χρυσή ......... Δρχ. 295,50 xyxy=(841,1055,986,1067)
worker-number: 8395 xyxy=(1105,568,1130,579)
novel-paragraph: — Ήταν μόνο ένα όνειρο, ψιθύρισε. xyxy=(184,1652,331,1676)
ad-film-1b: Η ΜΑΜΜΗ» xyxy=(1367,1190,1535,1220)
worker-number: 8386 xyxy=(1105,485,1130,497)
school-ad-title: ENGLISH ACADEMY FOR GIRLS xyxy=(352,883,522,917)
worker-name: Φώτιος Κ. Γαλάτης xyxy=(842,437,934,449)
worker-row xyxy=(842,509,1130,521)
worker-number: 8404 xyxy=(1105,638,1130,650)
kriseis-paragraph: Η Διεθνής Έκθεσις της Θεσσαλονίκης, ήνοιξεν από ημερών τας πύλας της, και αν κρίνωμεν από τας δημοσιευθείσας εις τον ξένον τύπον γραφάς, φαίνεται ότι αυτή σημειώνει εφέτος εξαιρετικήν επιτυχίαν, και ιδιαιτέρως ως προς το ελληνικόν περίπτερον, το οποίον επεκτείνεται εις ολόκληρον την έκθεσιν. xyxy=(543,132,831,206)
novel-paragraph: Και τότε είδε το όνειρο. Βρισκόταν σε ένα μεγάλο σπίτι με πολλά δωμάτια. Περπατούσε από το ένα στο άλλο ψάχνοντας κάτι. xyxy=(184,1386,331,1448)
worker-name: Ευάγγελος Λαγκαδάκης xyxy=(842,497,956,508)
ad-line: ΑΥΤΗΝ ΤΗΝ ΕΒΔΟΜΑΔΑ xyxy=(1377,921,1524,935)
greek-week-venue: «ΛΟΥΝΑ ΠΑΡΚ» xyxy=(366,358,508,380)
novel-text xyxy=(28,860,331,1935)
worker-row xyxy=(543,414,830,426)
worker-name: Αντώνιος Χρ. Ιωάννου xyxy=(543,485,649,497)
novel-subheading: ΤΟ ΟΝΕΙΡΟ xyxy=(226,1009,289,1020)
worker-number: 8242 xyxy=(805,520,830,532)
theatre-item: ΡΟΥΑΓΙΑΛ — Τηλ. 26329 MARIE DES ISLES (Μπελίντα Λή) xyxy=(182,307,317,343)
greek-week-title: ΕΛΛΗΝΙΚΗ ΕΒΔΟΜΑΣ xyxy=(378,341,496,353)
worker-row xyxy=(842,450,1130,462)
